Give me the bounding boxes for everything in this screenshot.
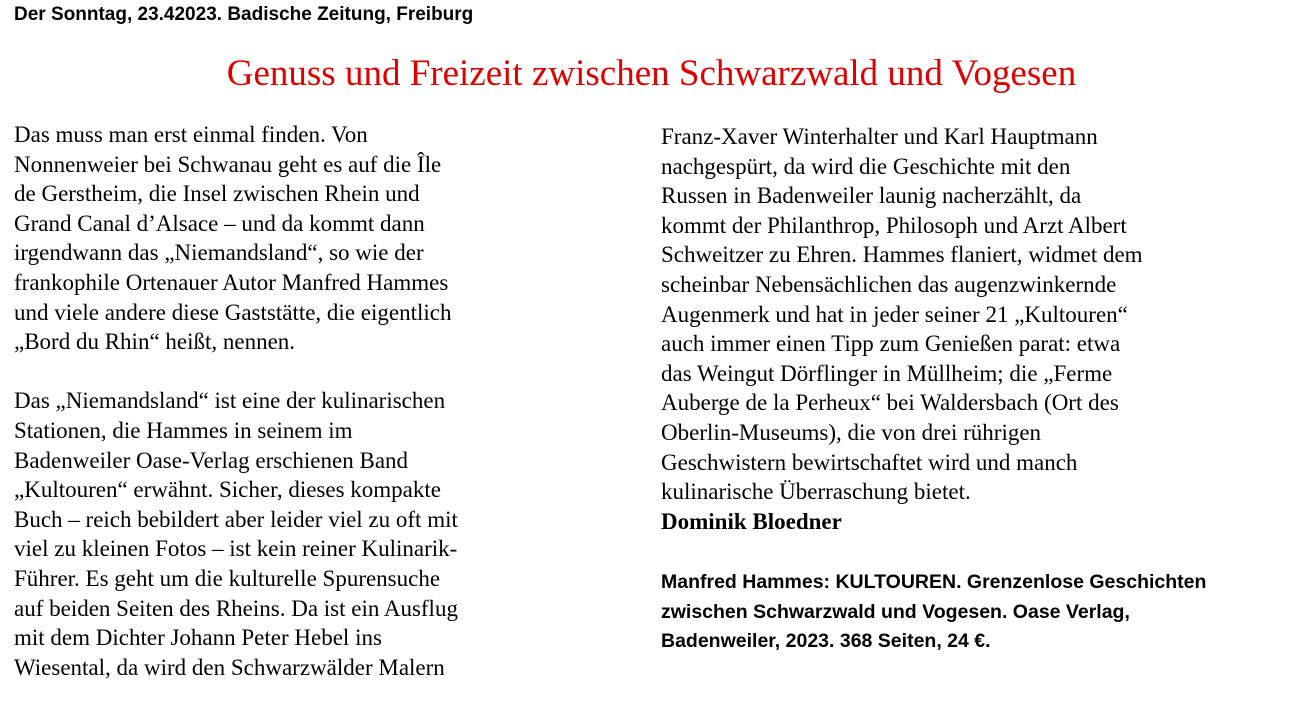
text-line: „Kultouren“ erwähnt. Sicher, dieses kompakte [14,477,441,503]
right-column [661,122,1301,536]
text-line: frankophile Ortenauer Autor Manfred Hammes [14,269,449,295]
text-line: Das muss man erst einmal finden. Von [14,122,368,147]
text-line: Oberlin-Museums), die von drei rührigen [661,419,1042,445]
paragraph-1 [14,120,614,357]
text-line: Franz-Xaver Winterhalter und Karl Hauptmann [661,124,1098,149]
text-line: Schweitzer zu Ehren. Hammes flaniert, widmet dem [661,242,1143,268]
source-line: Der Sonntag, 23.42023. Badische Zeitung, Freiburg [14,4,474,25]
left-column [14,120,614,682]
text-line: Grand Canal d’Alsace – und da kommt dann [14,210,425,236]
book-info-line: zwischen Schwarzwald und Vogesen. Oase Verlag, [661,600,1130,623]
text-line: Führer. Es geht um die kulturelle Spurensuche [14,565,441,591]
text-line: Nonnenweier bei Schwanau geht es auf die Île [14,151,442,177]
text-line: Auberge de la Perheux“ bei Waldersbach (Ort des [661,390,1119,416]
text-line: viel zu kleinen Fotos – ist kein reiner Kulinarik- [14,536,458,562]
text-line: Stationen, die Hammes in seinem im [14,417,353,443]
text-line: kulinarische Überraschung bietet. [661,479,971,505]
text-line: auch immer einen Tipp zum Genießen parat: etwa [661,331,1121,357]
paragraph-gap [14,357,614,387]
book-info-line: Manfred Hammes: KULTOUREN. Grenzenlose Geschichten [661,571,1207,593]
text-line: Buch – reich bebildert aber leider viel zu oft mit [14,506,458,532]
text-line: scheinbar Nebensächlichen das augenzwinkernde [661,271,1117,297]
text-line: irgendwann das „Niemandsland“, so wie der [14,240,424,266]
author-name: Dominik Bloedner [661,508,842,534]
text-line: das Weingut Dörflinger in Müllheim; die „Ferme [661,360,1113,386]
text-line: Geschwistern bewirtschaftet wird und manch [661,449,1078,475]
text-line: und viele andere diese Gaststätte, die eigentlich [14,299,452,325]
text-line: Das „Niemandsland“ ist eine der kulinarischen [14,388,446,414]
text-line: de Gerstheim, die Insel zwischen Rhein und [14,181,420,207]
book-info [661,568,1206,657]
text-line: Augenmerk und hat in jeder seiner 21 „Kultouren“ [661,301,1128,327]
text-line: auf beiden Seiten des Rheins. Da ist ein Ausflug [14,595,458,621]
book-info-line: Badenweiler, 2023. 368 Seiten, 24 €. [661,630,991,652]
text-line: Wiesental, da wird den Schwarzwälder Malern [14,654,445,680]
text-line: „Bord du Rhin“ heißt, nennen. [14,329,296,355]
headline: Genuss und Freizeit zwischen Schwarzwald und Vogesen [226,53,1077,94]
text-line: kommt der Philanthrop, Philosoph und Arzt Albert [661,212,1127,238]
text-line: Badenweiler Oase-Verlag erschienen Band [14,447,409,473]
text-line: Russen in Badenweiler launig nacherzählt, da [661,183,1082,209]
paragraph-2 [14,386,614,682]
paragraph-3 [661,122,1301,507]
text-line: nachgespürt, da wird die Geschichte mit den [661,153,1071,179]
text-line: mit dem Dichter Johann Peter Hebel ins [14,625,382,651]
